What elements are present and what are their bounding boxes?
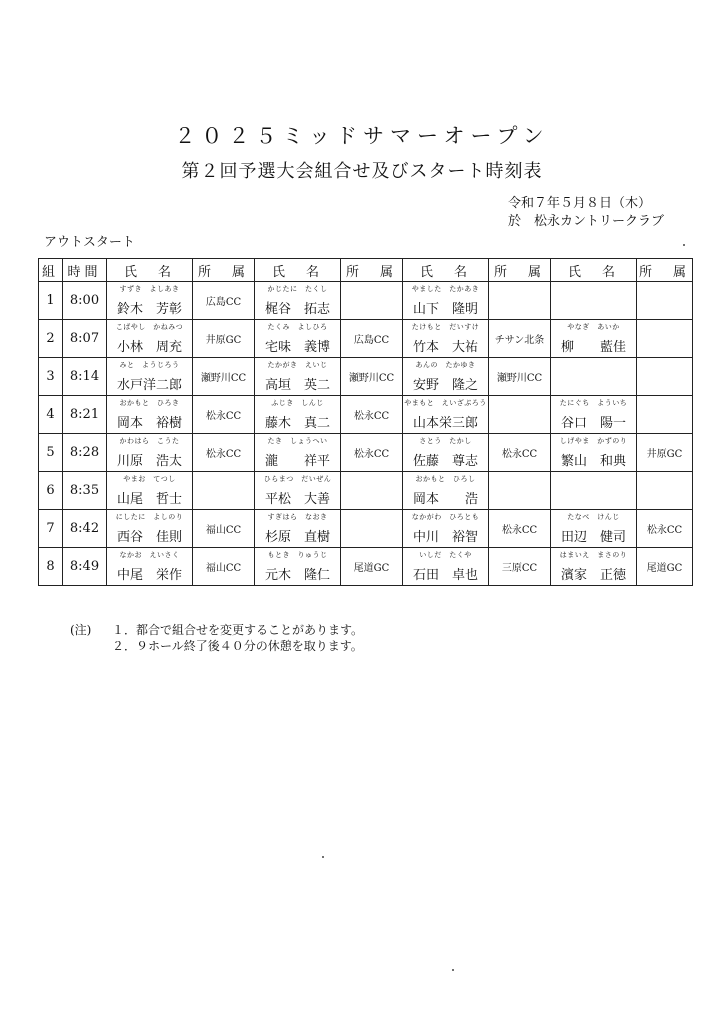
player-name-reading: さとう たかし [419, 437, 472, 445]
player-club [489, 282, 551, 320]
player-club: 瀬野川CC [341, 358, 403, 396]
notes [70, 622, 363, 654]
player-name-reading: あんの たかゆき [415, 361, 476, 369]
page-title: ２０２５ミッドサマーオープン [174, 124, 550, 148]
scan-speck [322, 856, 324, 858]
player-cell [551, 472, 637, 510]
player-name: 鈴木 芳彰 [116, 302, 182, 317]
player-cell [107, 320, 193, 358]
player-name: 佐藤 尊志 [412, 454, 478, 469]
player-club: 松永CC [489, 510, 551, 548]
player-cell [551, 396, 637, 434]
player-name-reading: やまもと えいざぶろう [404, 399, 487, 407]
player-cell [255, 434, 341, 472]
player-cell [551, 434, 637, 472]
player-name-reading: たかがき えいじ [267, 361, 328, 369]
scan-speck [452, 969, 454, 971]
player-name-reading: たにぐち よういち [559, 399, 628, 407]
player-cell [107, 548, 193, 586]
player-name: 梶谷 拓志 [264, 302, 330, 317]
player-name-reading: こばやし かねみつ [115, 323, 184, 331]
player-club: 松永CC [637, 510, 693, 548]
group-number: 8 [39, 548, 63, 586]
player-cell [551, 358, 637, 396]
scan-speck [683, 244, 685, 246]
player-name-reading: かわはら こうた [119, 437, 180, 445]
tee-time: 8:07 [63, 320, 107, 358]
player-name-reading: たき しょうへい [267, 437, 328, 445]
column-header: 氏 名 [255, 259, 341, 282]
player-name-reading: たけもと だいすけ [411, 323, 480, 331]
player-club: 三原CC [489, 548, 551, 586]
group-number: 2 [39, 320, 63, 358]
player-club [637, 358, 693, 396]
player-name-reading: たくみ よしひろ [267, 323, 328, 331]
column-header: 氏 名 [107, 259, 193, 282]
table-row [39, 548, 693, 586]
player-cell [403, 358, 489, 396]
player-name-reading: いしだ たくや [419, 551, 472, 559]
player-name: 濱家 正徳 [560, 568, 626, 583]
player-club: 松永CC [341, 434, 403, 472]
table-row [39, 320, 693, 358]
player-name-reading: すぎはら なおき [267, 513, 328, 521]
player-name-reading: かじたに たくし [267, 285, 328, 293]
player-club: 松永CC [341, 396, 403, 434]
player-name: 杉原 直樹 [264, 530, 330, 545]
player-name-reading: もとき りゅうじ [267, 551, 328, 559]
player-club: 尾道GC [637, 548, 693, 586]
player-name: 宅味 義博 [264, 340, 330, 355]
tee-time: 8:21 [63, 396, 107, 434]
player-name-reading: おかもと ひろき [119, 399, 180, 407]
column-header: 所 属 [489, 259, 551, 282]
player-cell [107, 396, 193, 434]
tee-time: 8:28 [63, 434, 107, 472]
player-name: 中尾 栄作 [116, 568, 182, 583]
notes-label: (注) [70, 623, 92, 637]
player-name-reading: ふじき しんじ [271, 399, 324, 407]
player-cell [403, 510, 489, 548]
group-number: 7 [39, 510, 63, 548]
player-name-reading: みと ようじろう [119, 361, 180, 369]
player-name: 元木 隆仁 [264, 568, 330, 583]
player-cell [255, 396, 341, 434]
player-cell [107, 510, 193, 548]
player-name: 中川 裕智 [412, 530, 478, 545]
player-name-reading: やなぎ あいか [567, 323, 620, 331]
player-name-reading: ひらまつ だいぜん [263, 475, 332, 483]
player-name: 岡本 裕樹 [116, 416, 182, 431]
player-name: 石田 卓也 [412, 568, 478, 583]
tee-time: 8:00 [63, 282, 107, 320]
player-club: 瀬野川CC [489, 358, 551, 396]
player-name: 繁山 和典 [560, 454, 626, 469]
player-name: 瀧 祥平 [264, 454, 330, 469]
player-club: チサン北条 [489, 320, 551, 358]
tee-time: 8:14 [63, 358, 107, 396]
player-club [637, 320, 693, 358]
player-name-reading: おかもと ひろし [415, 475, 476, 483]
player-club: 福山CC [193, 548, 255, 586]
player-club [341, 510, 403, 548]
player-club [637, 472, 693, 510]
player-cell [255, 282, 341, 320]
group-number: 5 [39, 434, 63, 472]
player-club: 井原GC [637, 434, 693, 472]
player-name: 高垣 英二 [264, 378, 330, 393]
note-line-1: １．都合で組合せを変更することがあります。 [112, 623, 364, 637]
event-date: 令和７年５月８日（木） [508, 196, 652, 211]
column-header: 氏 名 [551, 259, 637, 282]
player-cell [255, 472, 341, 510]
player-name-reading: なかがわ ひろとも [411, 513, 480, 521]
player-cell [403, 434, 489, 472]
player-club: 松永CC [489, 434, 551, 472]
schedule-table [38, 258, 693, 586]
player-cell [551, 510, 637, 548]
player-name-reading: やました たかあき [411, 285, 480, 293]
table-row [39, 358, 693, 396]
tee-time: 8:49 [63, 548, 107, 586]
player-cell [255, 548, 341, 586]
player-name: 平松 大善 [264, 492, 330, 507]
column-header: 所 属 [193, 259, 255, 282]
player-club [341, 282, 403, 320]
group-number: 6 [39, 472, 63, 510]
player-name: 山尾 哲士 [116, 492, 182, 507]
player-name: 安野 隆之 [412, 378, 478, 393]
table-row [39, 510, 693, 548]
player-cell [403, 472, 489, 510]
player-name: 岡本 浩 [412, 492, 478, 507]
player-club [489, 472, 551, 510]
player-club: 瀬野川CC [193, 358, 255, 396]
player-club: 松永CC [193, 434, 255, 472]
player-name-reading: しげやま かずのり [559, 437, 628, 445]
player-name: 山下 隆明 [412, 302, 478, 317]
player-cell [403, 396, 489, 434]
player-club [637, 282, 693, 320]
player-club: 福山CC [193, 510, 255, 548]
table-row [39, 472, 693, 510]
player-name-reading: はまいえ まさのり [559, 551, 628, 559]
player-cell [403, 282, 489, 320]
player-cell [403, 548, 489, 586]
player-name-reading: にしたに よしのり [115, 513, 184, 521]
player-club [637, 396, 693, 434]
player-name: 谷口 陽一 [560, 416, 626, 431]
player-club [489, 396, 551, 434]
player-cell [107, 358, 193, 396]
player-club: 松永CC [193, 396, 255, 434]
player-name: 川原 浩太 [116, 454, 182, 469]
player-cell [255, 358, 341, 396]
player-club: 広島CC [341, 320, 403, 358]
player-name-reading: すずき よしあき [119, 285, 180, 293]
page-subtitle: 第２回予選大会組合せ及びスタート時刻表 [181, 161, 543, 182]
table-row [39, 396, 693, 434]
table-row [39, 282, 693, 320]
player-name: 小林 周充 [116, 340, 182, 355]
column-header: 時間 [63, 259, 107, 282]
player-cell [255, 320, 341, 358]
player-name: 竹本 大祐 [412, 340, 478, 355]
table-row [39, 434, 693, 472]
player-club: 尾道GC [341, 548, 403, 586]
player-name: 山本栄三郎 [412, 416, 478, 431]
player-cell [107, 472, 193, 510]
player-name-reading: やまお てつし [123, 475, 176, 483]
player-club [341, 472, 403, 510]
tee-time: 8:35 [63, 472, 107, 510]
player-cell [403, 320, 489, 358]
group-number: 3 [39, 358, 63, 396]
note-line-2: ２．９ホール終了後４０分の休憩を取ります。 [112, 639, 363, 653]
player-cell [107, 434, 193, 472]
player-cell [551, 320, 637, 358]
player-name-reading: たなべ けんじ [567, 513, 620, 521]
player-name: 水戸洋二郎 [116, 378, 182, 393]
tee-time: 8:42 [63, 510, 107, 548]
player-cell [255, 510, 341, 548]
player-name: 西谷 佳則 [116, 530, 182, 545]
player-club: 井原GC [193, 320, 255, 358]
player-club: 広島CC [193, 282, 255, 320]
column-header: 所 属 [341, 259, 403, 282]
player-cell [551, 282, 637, 320]
table-header-row [39, 259, 693, 282]
player-name: 藤木 真二 [264, 416, 330, 431]
player-name: 柳 藍佳 [560, 340, 626, 355]
group-number: 4 [39, 396, 63, 434]
section-label: アウトスタート [44, 235, 135, 250]
player-club [193, 472, 255, 510]
column-header: 氏 名 [403, 259, 489, 282]
group-number: 1 [39, 282, 63, 320]
player-cell [107, 282, 193, 320]
column-header: 組 [39, 259, 63, 282]
player-cell [551, 548, 637, 586]
player-name: 田辺 健司 [560, 530, 626, 545]
column-header: 所 属 [637, 259, 693, 282]
event-venue: 於 松永カントリークラブ [508, 214, 665, 229]
player-name-reading: なかお えいさく [119, 551, 180, 559]
